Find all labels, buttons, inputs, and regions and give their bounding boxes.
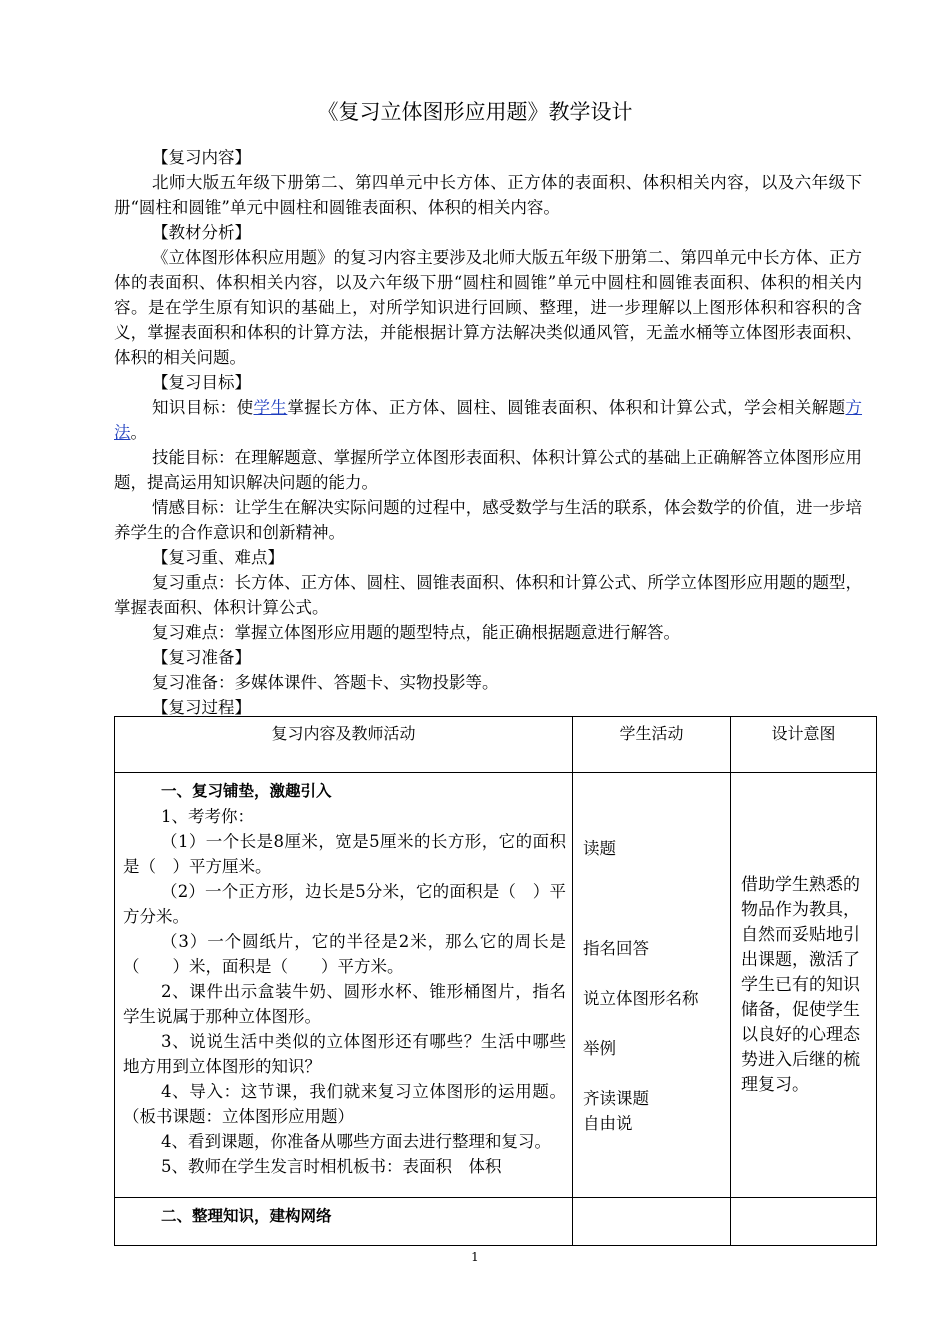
student-activity-cell <box>573 773 731 1198</box>
section-heading-analysis: 【教材分析】 <box>152 223 251 242</box>
list-item: 2、课件出示盒装牛奶、圆形水杯、锥形桶图片，指名学生说属于那种立体图形。 <box>123 982 566 1026</box>
key-point: 复习重点：长方体、正方体、圆柱、圆锥表面积、体积和计算公式、所学立体图形应用题的题型，掌握表面积、体积计算公式。 <box>114 573 862 617</box>
table-row <box>115 1198 877 1246</box>
goal1-text-post: 。 <box>130 423 147 442</box>
list-item: （3）一个圆纸片，它的半径是2米，那么它的周长是（ ）米，面积是（ ）平方米。 <box>123 932 566 976</box>
design-intent-cell: 借助学生熟悉的物品作为教具，自然而妥贴地引出课题，激活了学生已有的知识储备，促使学生以良好的心理态势进入后继的梳理复习。 <box>731 773 877 1198</box>
header-student-activity: 学生活动 <box>573 717 731 773</box>
list-item: 5、教师在学生发言时相机板书：表面积 体积 <box>161 1157 502 1176</box>
list-item: 3、说说生活中类似的立体图形还有哪些？生活中哪些地方用到立体图形的知识？ <box>123 1032 566 1076</box>
header-teacher-activity: 复习内容及教师活动 <box>115 717 573 773</box>
section-heading-process: 【复习过程】 <box>152 698 251 717</box>
prep-text: 复习准备：多媒体课件、答题卡、实物投影等。 <box>152 673 499 692</box>
student-activity-item: 说立体图形名称 <box>583 989 699 1008</box>
content-paragraph: 北师大版五年级下册第二、第四单元中长方体、正方体的表面积、体积相关内容，以及六年级下册“圆柱和圆锥”单元中圆柱和圆锥表面积、体积的相关内容。 <box>114 173 862 217</box>
section-title-1: 一、复习铺垫，激趣引入 <box>161 782 332 800</box>
student-activity-item: 举例 <box>583 1039 616 1058</box>
goal1-text-mid: 掌握长方体、正方体、圆柱、圆锥表面积、体积和计算公式，学会相关解题 <box>287 398 846 417</box>
document-body <box>114 145 862 720</box>
design-intent-cell <box>731 1198 877 1246</box>
list-item: 4、导入：这节课，我们就来复习立体图形的运用题。（板书课题：立体图形应用题） <box>123 1082 566 1126</box>
goal-emotion: 情感目标：让学生在解决实际问题的过程中，感受数学与生活的联系，体会数学的价值，进一步培养学生的合作意识和创新精神。 <box>114 498 862 542</box>
section-heading-key: 【复习重、难点】 <box>152 548 284 567</box>
link-method[interactable]: 方法 <box>114 398 863 442</box>
difficult-point: 复习难点：掌握立体图形应用题的题型特点，能正确根据题意进行解答。 <box>152 623 680 642</box>
list-item: （1）一个长是8厘米，宽是5厘米的长方形，它的面积是（ ）平方厘米。 <box>123 832 566 876</box>
goal-skill: 技能目标：在理解题意、掌握所学立体图形表面积、体积计算公式的基础上正确解答立体图形应用题，提高运用知识解决问题的能力。 <box>114 448 862 492</box>
process-table <box>114 716 877 1246</box>
page-number: 1 <box>471 1250 479 1264</box>
section-heading-goals: 【复习目标】 <box>152 373 251 392</box>
student-activity-item: 读题 <box>583 839 616 858</box>
section-heading-prep: 【复习准备】 <box>152 648 251 667</box>
goal-knowledge <box>114 395 862 445</box>
goal1-text-pre: 知识目标：使 <box>152 398 254 417</box>
student-activity-item: 齐读课题 <box>583 1089 649 1108</box>
table-row <box>115 773 877 1198</box>
document-title: 《复习立体图形应用题》教学设计 <box>317 100 633 124</box>
section-heading-content: 【复习内容】 <box>152 148 251 167</box>
analysis-paragraph: 《立体图形体积应用题》的复习内容主要涉及北师大版五年级下册第二、第四单元中长方体、正方体的表面积、体积相关内容，以及六年级下册“圆柱和圆锥”单元中圆柱和圆锥表面积、体积的相关内容。是在学生原有知识的基础上，对所学知识进行回顾、整理，进一步理解以上图形体积和容积的含义，掌握表面积和体积的计算方法，并能根据计算方法解决类似通风管，无盖水桶等立体图形表面积、体积的相关问题。 <box>114 248 862 367</box>
teacher-activity-cell <box>115 773 573 1198</box>
table-header-row <box>115 717 877 773</box>
header-design-intent: 设计意图 <box>731 717 877 773</box>
list-item: （2）一个正方形，边长是5分米，它的面积是（ ）平方分米。 <box>123 882 566 926</box>
student-activity-item: 自由说 <box>583 1114 633 1133</box>
student-activity-cell <box>573 1198 731 1246</box>
student-activity-item: 指名回答 <box>583 939 649 958</box>
section-title-2: 二、整理知识，建构网络 <box>161 1207 332 1225</box>
list-item: 4、看到课题，你准备从哪些方面去进行整理和复习。 <box>161 1132 551 1151</box>
link-students[interactable]: 学生 <box>253 398 288 417</box>
teacher-activity-cell <box>115 1198 573 1246</box>
list-item: 1、考考你： <box>161 807 254 826</box>
